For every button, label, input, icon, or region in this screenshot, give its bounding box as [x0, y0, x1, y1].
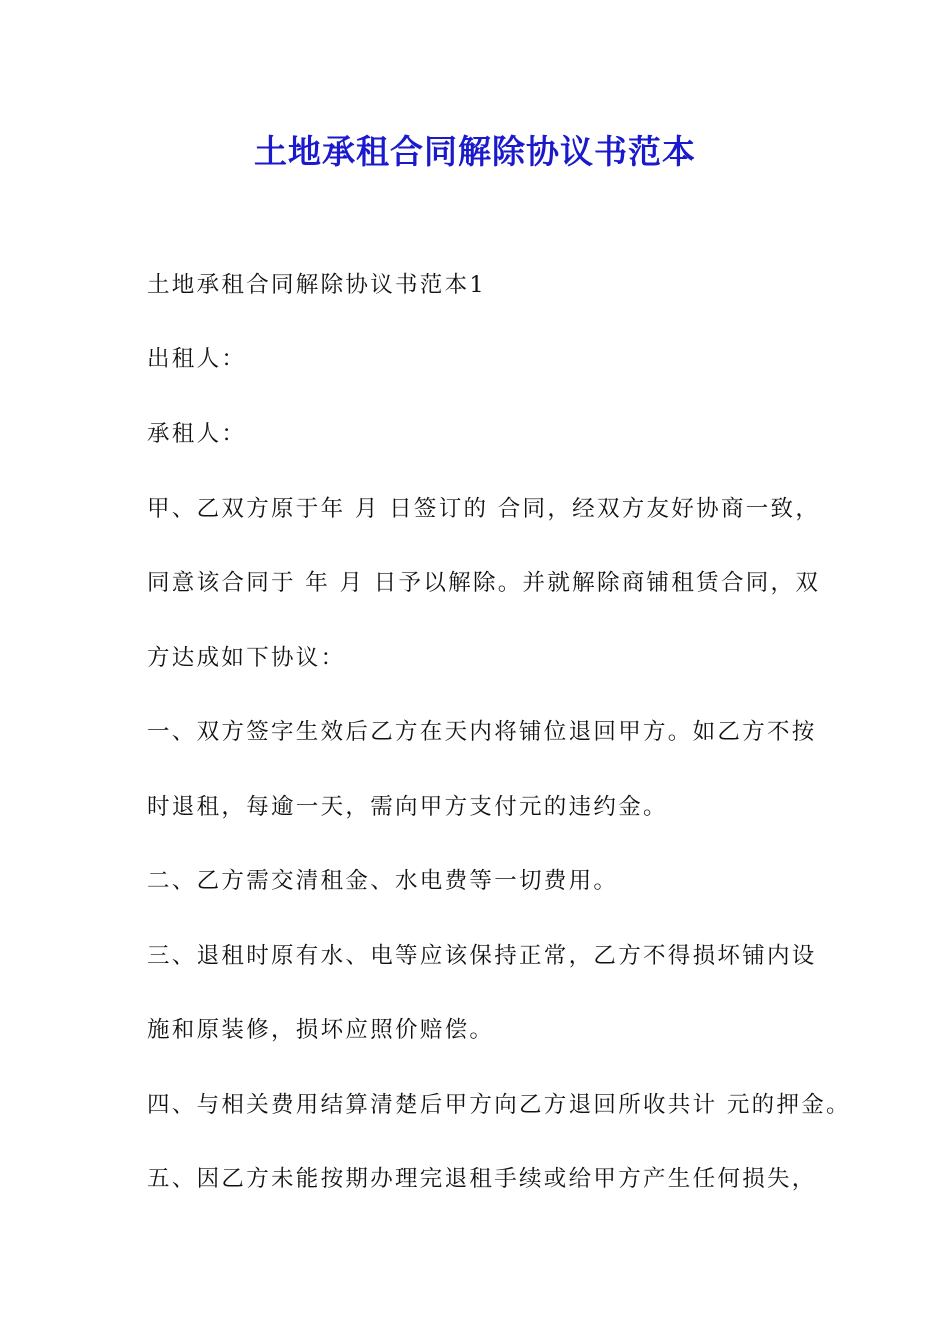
- paragraph-line: 甲、乙双方原于年 月 日签订的 合同，经双方友好协商一致，: [147, 496, 821, 522]
- clause-line: 一、双方签字生效后乙方在天内将铺位退回甲方。如乙方不按: [147, 719, 817, 745]
- section-heading: 土地承租合同解除协议书范本1: [147, 272, 487, 298]
- lessor-field: 出租人：: [147, 346, 247, 372]
- clause-line: 五、因乙方未能按期办理完退租手续或给甲方产生任何损失，: [147, 1166, 817, 1192]
- clause-line: 时退租，每逾一天，需向甲方支付元的违约金。: [147, 794, 668, 820]
- clause-line: 三、退租时原有水、电等应该保持正常，乙方不得损坏铺内设: [147, 943, 817, 969]
- clause-line: 四、与相关费用结算清楚后甲方向乙方退回所收共计 元的押金。: [147, 1092, 851, 1118]
- document-title: 土地承租合同解除协议书范本: [254, 132, 696, 171]
- paragraph-line: 方达成如下协议：: [147, 645, 346, 671]
- paragraph-line: 同意该合同于 年 月 日予以解除。并就解除商铺租赁合同，双: [147, 570, 821, 596]
- clause-line: 二、乙方需交清租金、水电费等一切费用。: [147, 868, 619, 894]
- clause-line: 施和原装修，损坏应照价赔偿。: [147, 1017, 495, 1043]
- lessee-field: 承租人：: [147, 421, 247, 447]
